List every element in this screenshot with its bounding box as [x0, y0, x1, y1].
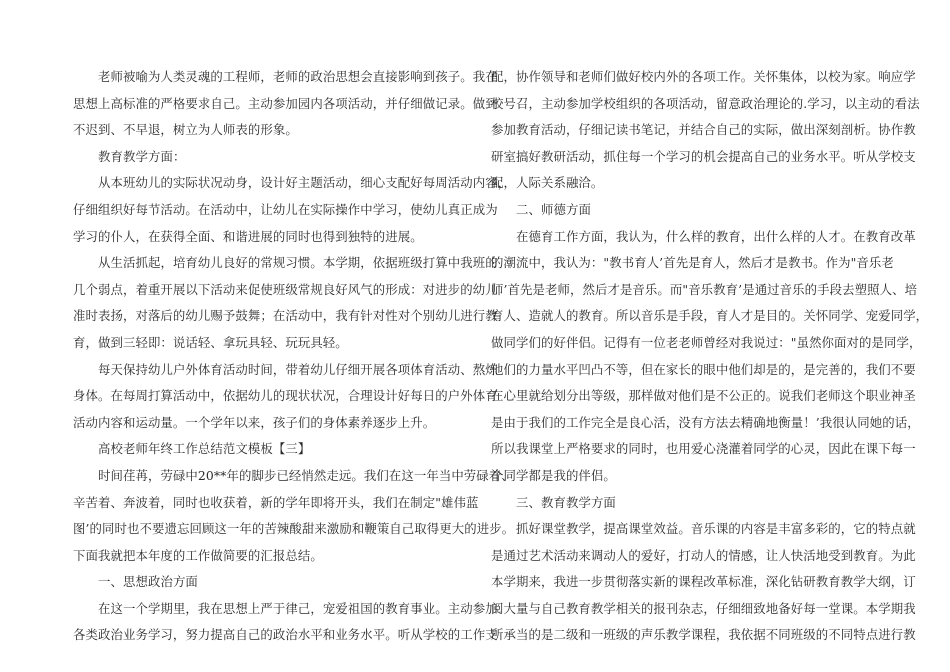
text-line: 所以我课堂上严格要求的同时，也用爱心浇灌着同学的心灵，因此在课下每一: [491, 441, 916, 457]
text-line: 研室搞好教研活动，抓住每一个学习的机会提高自己的业务水平。听从学校支: [491, 148, 916, 164]
text-line: 仔细组织好每节活动。在活动中，让幼儿在实际操作中学习，使幼儿真正成为: [73, 201, 498, 217]
text-line: 所承当的是二级和一班级的声乐教学课程，我依据不同班级的不同特点进行教: [491, 627, 916, 643]
text-line: 阅大量与自己教育教学相关的报刊杂志，仔细细致地备好每一堂课。本学期我: [491, 600, 916, 616]
text-line: 活动内容和运动量。一个学年以来，孩子们的身体素养逐步上升。: [73, 414, 436, 430]
text-line: 育，做到三轻即：说话轻、拿玩具轻、玩玩具轻。: [73, 334, 348, 350]
text-line: 在德育工作方面，我认为，什么样的教育，出什么样的人才。在教育改革: [516, 228, 916, 244]
text-line: 参加教育活动，仔细记读书笔记，并结合自己的实际，做出深刻剖析。协作教: [491, 122, 916, 138]
text-line: 准时表扬，对落后的幼儿赐予鼓舞；在活动中，我有针对性对个别幼儿进行教: [73, 308, 498, 324]
text-line: 辛苦着、奔波着，同时也收获着，新的学年即将开头，我们在制定"雄伟蓝: [73, 494, 479, 510]
text-line: 每天保持幼儿户外体育活动时间，带着幼儿仔细开展各项体育活动、熬炼: [98, 361, 498, 377]
text-line: 做同学们的好伴侣。记得有一位老老师曾经对我说过："虽然你面对的是同学，: [491, 334, 922, 350]
text-line: 本学期来，我进一步贯彻落实新的课程改革标准，深化钻研教育教学大纲，订: [491, 574, 916, 590]
text-line: 下面我就把本年度的工作做简要的汇报总结。: [73, 547, 323, 563]
right-text-column: [491, 64, 929, 649]
text-line: 个同学都是我的伴侣。: [491, 467, 616, 483]
text-line: 时间荏苒，劳碌中20**年的脚步已经悄然走远。我们在这一年当中劳碌着、: [98, 467, 514, 483]
text-line: 一、思想政治方面: [98, 574, 198, 590]
text-line: 身体。在每周打算活动中，依据幼儿的现状状况，合理设计好每日的户外体育: [73, 388, 498, 404]
text-line: 学习的仆人，在获得全面、和谐进展的同时也得到独特的进展。: [73, 228, 423, 244]
text-line: 是由于我们的工作完全是良心活，没有方法去精确地衡量！’我很认同她的话，: [491, 414, 920, 430]
text-line: 配，人际关系融洽。: [491, 175, 604, 191]
text-line: 图’的同时也不要遗忘回顾这一年的苦辣酸甜来激励和鞭策自己取得更大的进步。: [73, 521, 515, 537]
text-line: 他们的力量水平凹凸不等，但在家长的眼中他们却是的，是完善的，我们不要: [491, 361, 916, 377]
left-text-column: [73, 64, 515, 649]
text-line: 教育教学方面：: [98, 148, 186, 164]
text-line: 三、教育教学方面: [516, 494, 616, 510]
text-line: 的潮流中，我认为："教书育人’首先是育人，然后才是教书。作为"音乐老: [491, 255, 894, 271]
text-line: 各类政治业务学习，努力提高自己的政治水平和业务水平。听从学校的工作支: [73, 627, 498, 643]
text-line: 抓好课堂教学，提高课堂效益。音乐课的内容是丰富多彩的，它的特点就: [516, 521, 916, 537]
text-line: 几个弱点，着重开展以下活动来促使班级常规良好风气的形成：对进步的幼儿: [73, 281, 498, 297]
text-line: 在这一个学期里，我在思想上严于律己，宠爱祖国的教育事业。主动参加: [98, 600, 498, 616]
text-line: 在心里就给划分出等级，那样做对他们是不公正的。说我们老师这个职业神圣: [491, 388, 916, 404]
text-line: 从本班幼儿的实际状况动身，设计好主题活动，细心支配好每周活动内容，: [98, 175, 511, 191]
text-line: 二、师德方面: [516, 201, 591, 217]
text-line: 校号召，主动参加学校组织的各项活动，留意政治理论的.学习，以主动的看法: [491, 95, 920, 111]
text-line: 是通过艺术活动来调动人的爱好，打动人的情感，让人快活地受到教育。为此: [491, 547, 916, 563]
text-line: 育人、造就人的教育。所以音乐是手段，育人才是目的。关怀同学、宠爱同学，: [491, 308, 929, 324]
text-line: 老师被喻为人类灵魂的工程师，老师的政治思想会直接影响到孩子。我在: [98, 69, 498, 84]
text-line: 高校老师年终工作总结范文模板【三】: [98, 441, 311, 457]
text-line: 不迟到、不早退，树立为人师表的形象。: [73, 122, 298, 138]
text-line: 师’首先是老师，然后才是音乐。而"音乐教育’是通过音乐的手段去塑照人、培: [491, 281, 918, 297]
text-line: 从生活抓起，培育幼儿良好的常规习惯。本学期，依据班级打算中我班的: [98, 255, 498, 271]
text-line: 配，协作领导和老师们做好校内外的各项工作。关怀集体，以校为家。响应学: [491, 69, 916, 84]
text-line: 思想上高标准的严格要求自己。主动参加园内各项活动，并仔细做记录。做到: [73, 95, 498, 111]
